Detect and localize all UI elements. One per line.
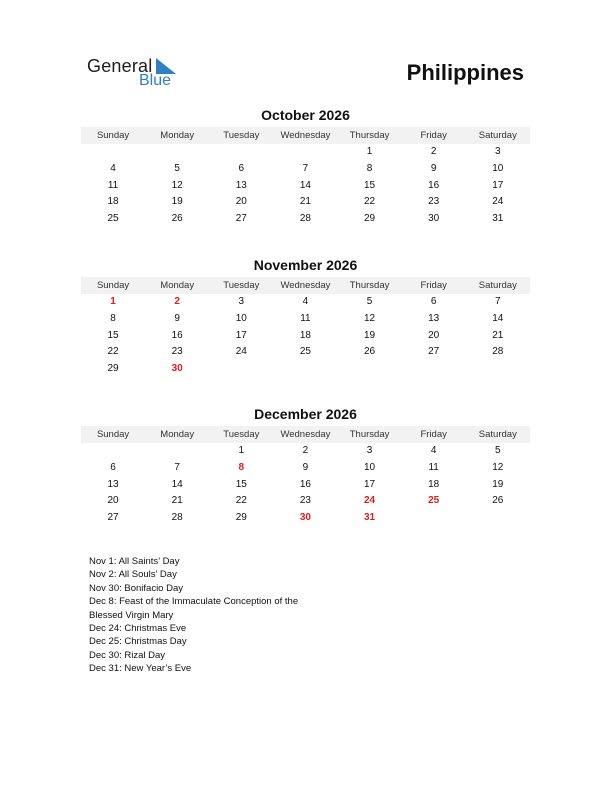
weekday-label: Monday <box>160 280 195 291</box>
day-cell: 3 <box>238 296 245 307</box>
day-cell: 6 <box>238 162 245 174</box>
week-row <box>81 344 530 361</box>
month-calendar <box>81 106 530 228</box>
day-cell: 7 <box>174 461 180 473</box>
day-cell: 2 <box>430 146 437 157</box>
weekday-header <box>81 426 530 443</box>
weekday-header <box>81 127 530 144</box>
day-cell: 7 <box>302 162 309 174</box>
empty-day-cell <box>273 361 337 378</box>
day-cell: 23 <box>428 196 440 208</box>
month-calendar <box>81 256 530 378</box>
day-cell: 22 <box>364 196 376 208</box>
day-cell: 15 <box>107 329 119 341</box>
day-cell: 4 <box>302 296 309 307</box>
day-cell: 8 <box>366 162 373 174</box>
day-cell: 9 <box>174 312 180 324</box>
week-row <box>81 460 530 477</box>
day-cell: 27 <box>428 346 440 358</box>
week-row <box>81 493 530 510</box>
weekday-label: Friday <box>420 429 447 440</box>
day-cell: 28 <box>299 213 311 225</box>
day-cell: 9 <box>430 162 437 174</box>
weekday-label: Thursday <box>349 130 390 141</box>
holiday-entry: Blessed Virgin Mary <box>89 609 174 621</box>
day-cell: 14 <box>171 478 183 490</box>
day-cell: 25 <box>428 495 440 507</box>
day-cell: 13 <box>107 478 119 490</box>
day-cell: 2 <box>174 296 180 307</box>
day-cell: 29 <box>364 213 376 225</box>
weekday-label: Sunday <box>96 429 130 440</box>
day-cell: 18 <box>428 478 440 490</box>
empty-day-cell <box>145 144 209 161</box>
day-cell: 19 <box>492 478 504 490</box>
empty-day-cell <box>81 443 145 460</box>
week-row <box>81 443 530 460</box>
day-cell: 25 <box>107 213 119 225</box>
day-cell: 25 <box>299 346 311 358</box>
day-cell: 10 <box>235 312 247 324</box>
day-cell: 31 <box>364 512 376 524</box>
empty-day-cell <box>145 443 209 460</box>
empty-day-cell <box>273 144 337 161</box>
month-title: October 2026 <box>261 107 350 123</box>
weekday-label: Wednesday <box>280 429 331 440</box>
day-cell: 24 <box>364 495 376 507</box>
day-cell: 18 <box>107 196 119 208</box>
week-row <box>81 211 530 228</box>
weekday-label: Friday <box>420 130 447 141</box>
day-cell: 21 <box>171 495 183 507</box>
day-cell: 15 <box>364 179 376 191</box>
day-cell: 5 <box>366 296 373 307</box>
day-cell: 17 <box>492 179 504 191</box>
day-cell: 13 <box>428 312 440 324</box>
holiday-entry: Dec 30: Rizal Day <box>89 649 166 661</box>
day-cell: 18 <box>299 329 311 341</box>
month-title: November 2026 <box>253 257 358 273</box>
empty-day-cell <box>209 144 273 161</box>
day-cell: 4 <box>110 162 116 174</box>
day-cell: 30 <box>428 213 440 225</box>
generalblue-logo <box>87 56 187 92</box>
week-row <box>81 311 530 328</box>
day-cell: 20 <box>235 196 247 208</box>
month-calendar <box>81 405 530 527</box>
week-row <box>81 144 530 161</box>
day-cell: 23 <box>171 346 183 358</box>
week-row <box>81 161 530 178</box>
day-cell: 7 <box>495 296 501 307</box>
holiday-entry: Dec 8: Feast of the Immaculate Conception of the <box>89 596 299 608</box>
weekday-label: Wednesday <box>280 280 331 291</box>
holiday-entry: Dec 24: Christmas Eve <box>89 623 187 635</box>
day-cell: 5 <box>495 445 501 456</box>
weekday-label: Sunday <box>96 280 130 291</box>
day-cell: 11 <box>107 179 119 191</box>
weekday-label: Tuesday <box>223 280 260 291</box>
weekday-header <box>81 277 530 294</box>
week-row <box>81 294 530 311</box>
weekday-label: Saturday <box>478 429 517 440</box>
day-cell: 17 <box>364 478 376 490</box>
empty-day-cell <box>338 361 402 378</box>
empty-day-cell <box>209 361 273 378</box>
day-cell: 28 <box>171 512 183 524</box>
weekday-label: Wednesday <box>280 130 331 141</box>
day-cell: 6 <box>110 461 116 473</box>
weekday-label: Thursday <box>349 280 390 291</box>
day-cell: 8 <box>238 461 245 473</box>
holiday-entry: Dec 25: Christmas Day <box>89 636 187 648</box>
holiday-list <box>89 555 298 676</box>
empty-day-cell <box>402 510 466 527</box>
weekday-label: Monday <box>160 429 195 440</box>
day-cell: 20 <box>107 495 119 507</box>
day-cell: 27 <box>107 512 119 524</box>
weekday-label: Saturday <box>478 280 517 291</box>
weekday-label: Tuesday <box>223 429 260 440</box>
day-cell: 31 <box>492 213 504 225</box>
day-cell: 5 <box>174 162 180 174</box>
day-cell: 19 <box>364 329 376 341</box>
empty-day-cell <box>466 361 530 378</box>
holiday-entry: Nov 30: Bonifacio Day <box>89 582 183 594</box>
day-cell: 14 <box>492 312 504 324</box>
day-cell: 27 <box>235 213 247 225</box>
day-cell: 17 <box>235 329 247 341</box>
weekday-label: Tuesday <box>223 130 260 141</box>
day-cell: 12 <box>364 312 376 324</box>
day-cell: 16 <box>428 179 440 191</box>
day-cell: 28 <box>492 346 504 358</box>
day-cell: 23 <box>299 495 311 507</box>
country-title: Philippines <box>406 60 524 85</box>
day-cell: 1 <box>366 146 373 157</box>
day-cell: 9 <box>302 461 309 473</box>
day-cell: 20 <box>428 329 440 341</box>
day-cell: 1 <box>238 445 245 456</box>
weekday-label: Sunday <box>96 130 130 141</box>
empty-day-cell <box>402 361 466 378</box>
day-cell: 12 <box>171 179 183 191</box>
day-cell: 3 <box>366 445 373 456</box>
day-cell: 8 <box>110 312 116 324</box>
weekday-label: Monday <box>160 130 195 141</box>
month-title: December 2026 <box>254 406 357 422</box>
day-cell: 16 <box>171 329 183 341</box>
day-cell: 10 <box>364 461 376 473</box>
day-cell: 21 <box>299 196 311 208</box>
day-cell: 12 <box>492 461 504 473</box>
day-cell: 13 <box>235 179 247 191</box>
day-cell: 3 <box>495 146 501 157</box>
empty-day-cell <box>81 144 145 161</box>
day-cell: 26 <box>492 495 504 507</box>
day-cell: 6 <box>430 296 437 307</box>
day-cell: 21 <box>492 329 504 341</box>
day-cell: 15 <box>235 478 247 490</box>
week-row <box>81 194 530 211</box>
day-cell: 1 <box>110 296 116 307</box>
day-cell: 30 <box>299 512 311 524</box>
day-cell: 24 <box>492 196 504 208</box>
weekday-label: Thursday <box>349 429 390 440</box>
holiday-entry: Dec 31: New Year’s Eve <box>89 663 192 675</box>
day-cell: 16 <box>299 478 311 490</box>
day-cell: 19 <box>171 196 183 208</box>
week-row <box>81 477 530 494</box>
day-cell: 30 <box>171 363 183 375</box>
logo-blue-text: Blue <box>139 72 172 89</box>
empty-day-cell <box>466 510 530 527</box>
day-cell: 29 <box>107 363 119 375</box>
holiday-entry: Nov 2: All Souls’ Day <box>89 569 177 581</box>
day-cell: 2 <box>302 445 309 456</box>
day-cell: 14 <box>299 179 311 191</box>
day-cell: 4 <box>430 445 437 456</box>
week-row <box>81 328 530 345</box>
week-row <box>81 178 530 195</box>
day-cell: 22 <box>235 495 247 507</box>
day-cell: 29 <box>235 512 247 524</box>
day-cell: 26 <box>171 213 183 225</box>
day-cell: 26 <box>364 346 376 358</box>
day-cell: 11 <box>300 312 311 324</box>
weekday-label: Saturday <box>478 130 517 141</box>
day-cell: 10 <box>492 162 504 174</box>
week-row <box>81 361 530 378</box>
day-cell: 22 <box>107 346 119 358</box>
day-cell: 24 <box>235 346 247 358</box>
holiday-entry: Nov 1: All Saints’ Day <box>89 556 180 567</box>
week-row <box>81 510 530 527</box>
weekday-label: Friday <box>420 280 447 291</box>
logo-general-text: General <box>87 56 153 76</box>
day-cell: 11 <box>428 461 439 473</box>
